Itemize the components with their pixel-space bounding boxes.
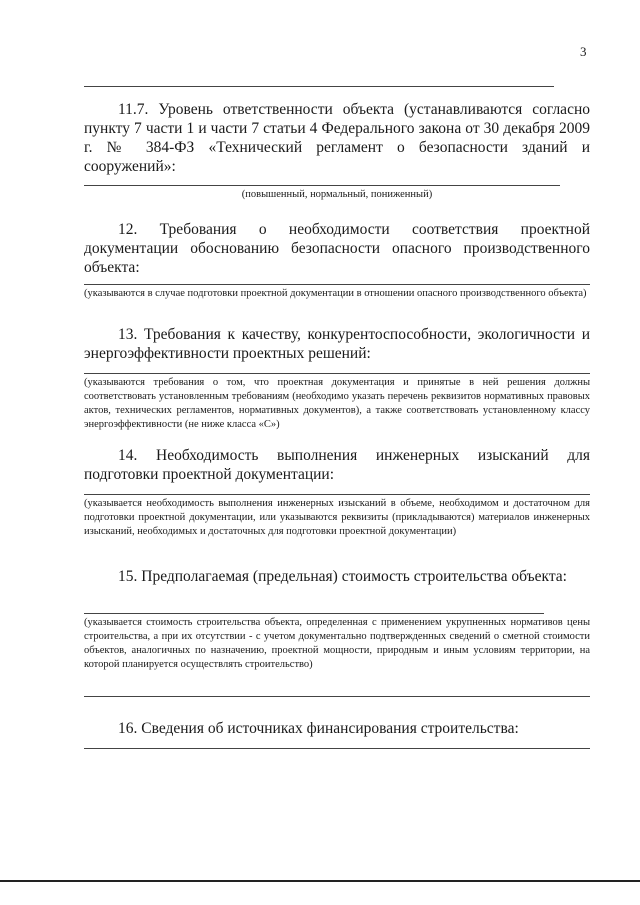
section-12-answer-line[interactable] xyxy=(84,284,590,285)
section-14-answer-line[interactable] xyxy=(84,494,590,495)
page-number: 3 xyxy=(580,44,587,59)
section-12-hint: (указываются в случае подготовки проектной документации в отношении опасного производственного объекта) xyxy=(84,288,587,299)
section-14-hint: (указывается необходимость выполнения инженерных изысканий в объеме, необходимом и достаточном для подготовки проектной документации, или указываются реквизиты (прикладываются) материалов инженерных изысканий, необходимых и достаточных для подготовки проектной документации) xyxy=(84,498,590,537)
section-15-text: 15. Предполагаемая (предельная) стоимость строительства объекта: xyxy=(118,568,567,585)
section-14-text: 14. Необходимость выполнения инженерных изысканий для подготовки проектной документации: xyxy=(84,447,590,483)
section-16-text: 16. Сведения об источниках финансирования строительства: xyxy=(118,720,519,737)
section-16-answer-line[interactable] xyxy=(84,748,590,749)
section-15-extra-line[interactable] xyxy=(84,696,590,697)
section-11-7-answer-line[interactable] xyxy=(84,185,560,186)
section-11-7-text: 11.7. Уровень ответственности объекта (устанавливаются согласно пункту 7 части 1 и части 7 статьи 4 Федерального закона от 30 декабря 2009 г. № 384-ФЗ «Технический регламент о безопасности зданий и сооружений»: xyxy=(84,101,590,175)
section-13-answer-line[interactable] xyxy=(84,373,590,374)
section-15-answer-line[interactable] xyxy=(84,613,544,614)
section-11-7-hint: (повышенный, нормальный, пониженный) xyxy=(241,189,433,200)
top-rule xyxy=(84,86,554,87)
section-13-hint: (указываются требования о том, что проектная документация и принятые в ней решения должны соответствовать установленным требованиям (необходимо указать перечень реквизитов нормативных правовых актов, технических регламентов, нормативных документов), а также соответствовать установленному классу энергоэффективности (не ниже класса «С») xyxy=(84,377,590,430)
section-13-text: 13. Требования к качеству, конкурентоспособности, экологичности и энергоэффективности проектных решений: xyxy=(84,326,590,362)
section-15-hint: (указывается стоимость строительства объекта, определенная с применением укрупненных нормативов цены строительства, а при их отсутствии - с учетом документально подтвержденных сведений о сметной стоимости объектов, аналогичных по назначению, проектной мощности, природным и иным условиям территории, на которой планируется осуществлять строительство) xyxy=(84,617,590,670)
bottom-edge-line xyxy=(0,880,640,882)
section-12-text: 12. Требования о необходимости соответствия проектной документации обоснованию безопасности опасного производственного объекта: xyxy=(84,221,590,276)
